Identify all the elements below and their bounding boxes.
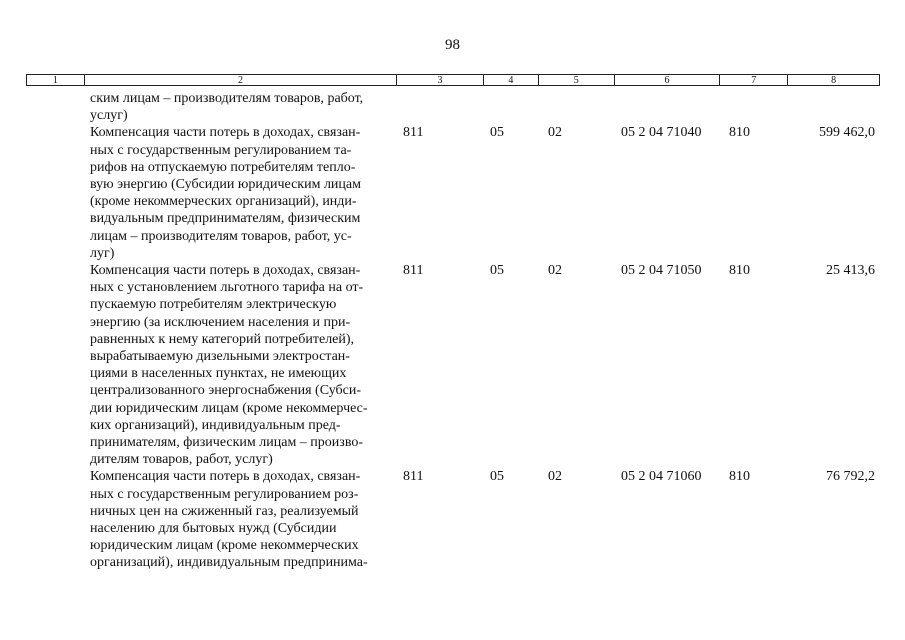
description-line: пускаемую потребителям электрическую [90,297,337,313]
target-article-code: 05 2 04 71050 [621,263,702,278]
column-header-6: 6 [615,75,721,85]
column-header-3: 3 [397,75,484,85]
expense-type-code: 810 [729,263,750,278]
description-line: вую энергию (Субсидии юридическим лицам [90,177,361,192]
subsection-code: 02 [548,469,562,485]
row-description [90,124,390,262]
description-line: (кроме некоммерческих организаций), инди- [90,194,357,210]
expense-type-code: 810 [729,469,750,485]
section-code: 05 [490,263,504,278]
section-code: 05 [490,125,504,141]
subsection-code: 02 [548,263,562,278]
description-line: Компенсация части потерь в доходах, связан- [90,263,361,278]
description-line: рифов на отпускаемую потребителям тепло- [90,159,356,175]
admin-code: 811 [403,263,424,278]
target-article-code: 05 2 04 71060 [621,469,702,485]
amount: 76 792,2 [826,469,875,485]
admin-code: 811 [403,469,424,485]
description-line: централизованного энергоснабжения (Субси- [90,383,362,399]
description-line: ничных цен на сжиженный газ, реализуемый [90,503,359,519]
description-line: циями в населенных пунктах, не имеющих [90,366,347,382]
description-line: юридическим лицам (кроме некоммерческих [90,538,359,554]
description-line: ных с государственным регулированием та- [90,142,352,158]
expense-type-code: 810 [729,125,750,141]
row-description [90,468,390,571]
description-line: лицам – производителям товаров, работ, ус- [90,228,352,244]
description-line: ским лицам – производителям товаров, работ, [90,91,364,106]
description-line: Компенсация части потерь в доходах, связан- [90,469,361,485]
description-line: населению для бытовых нужд (Субсидии [90,521,337,536]
column-header-5: 5 [539,75,615,85]
column-header-4: 4 [484,75,539,85]
description-line: организаций), индивидуальным предпринима- [90,555,368,571]
continued-description [90,90,390,124]
description-line: дителям товаров, работ, услуг) [90,452,273,468]
description-line: услуг) [90,108,128,124]
table-header-row [26,74,880,86]
description-line: дии юридическим лицам (кроме некоммерчес- [90,400,368,416]
description-line: вырабатываемую дизельными электростан- [90,349,350,365]
column-header-8: 8 [831,75,837,86]
description-line: принимателям, физическим лицам – произво- [90,435,363,451]
description-line: энергию (за исключением населения и при- [90,314,351,330]
target-article-code: 05 2 04 71040 [621,125,702,141]
row-description [90,262,390,468]
description-line: ных с установлением льготного тарифа на от- [90,280,364,296]
description-line: ких организаций), индивидуальным пред- [90,417,341,433]
subsection-code: 02 [548,125,562,141]
column-header-7: 7 [720,75,788,85]
column-header-2: 2 [85,75,397,85]
description-line: видуальным предпринимателям, физическим [90,211,361,227]
description-line: луг) [90,245,115,261]
column-header-1: 1 [27,75,85,85]
description-line: равненных к нему категорий потребителей), [90,331,355,347]
section-code: 05 [490,469,504,485]
page-number: 98 [445,37,460,53]
amount: 25 413,6 [826,263,875,278]
amount: 599 462,0 [819,125,875,141]
description-line: ных с государственным регулированием роз- [90,486,359,502]
admin-code: 811 [403,125,424,141]
description-line: Компенсация части потерь в доходах, связан- [90,125,361,141]
